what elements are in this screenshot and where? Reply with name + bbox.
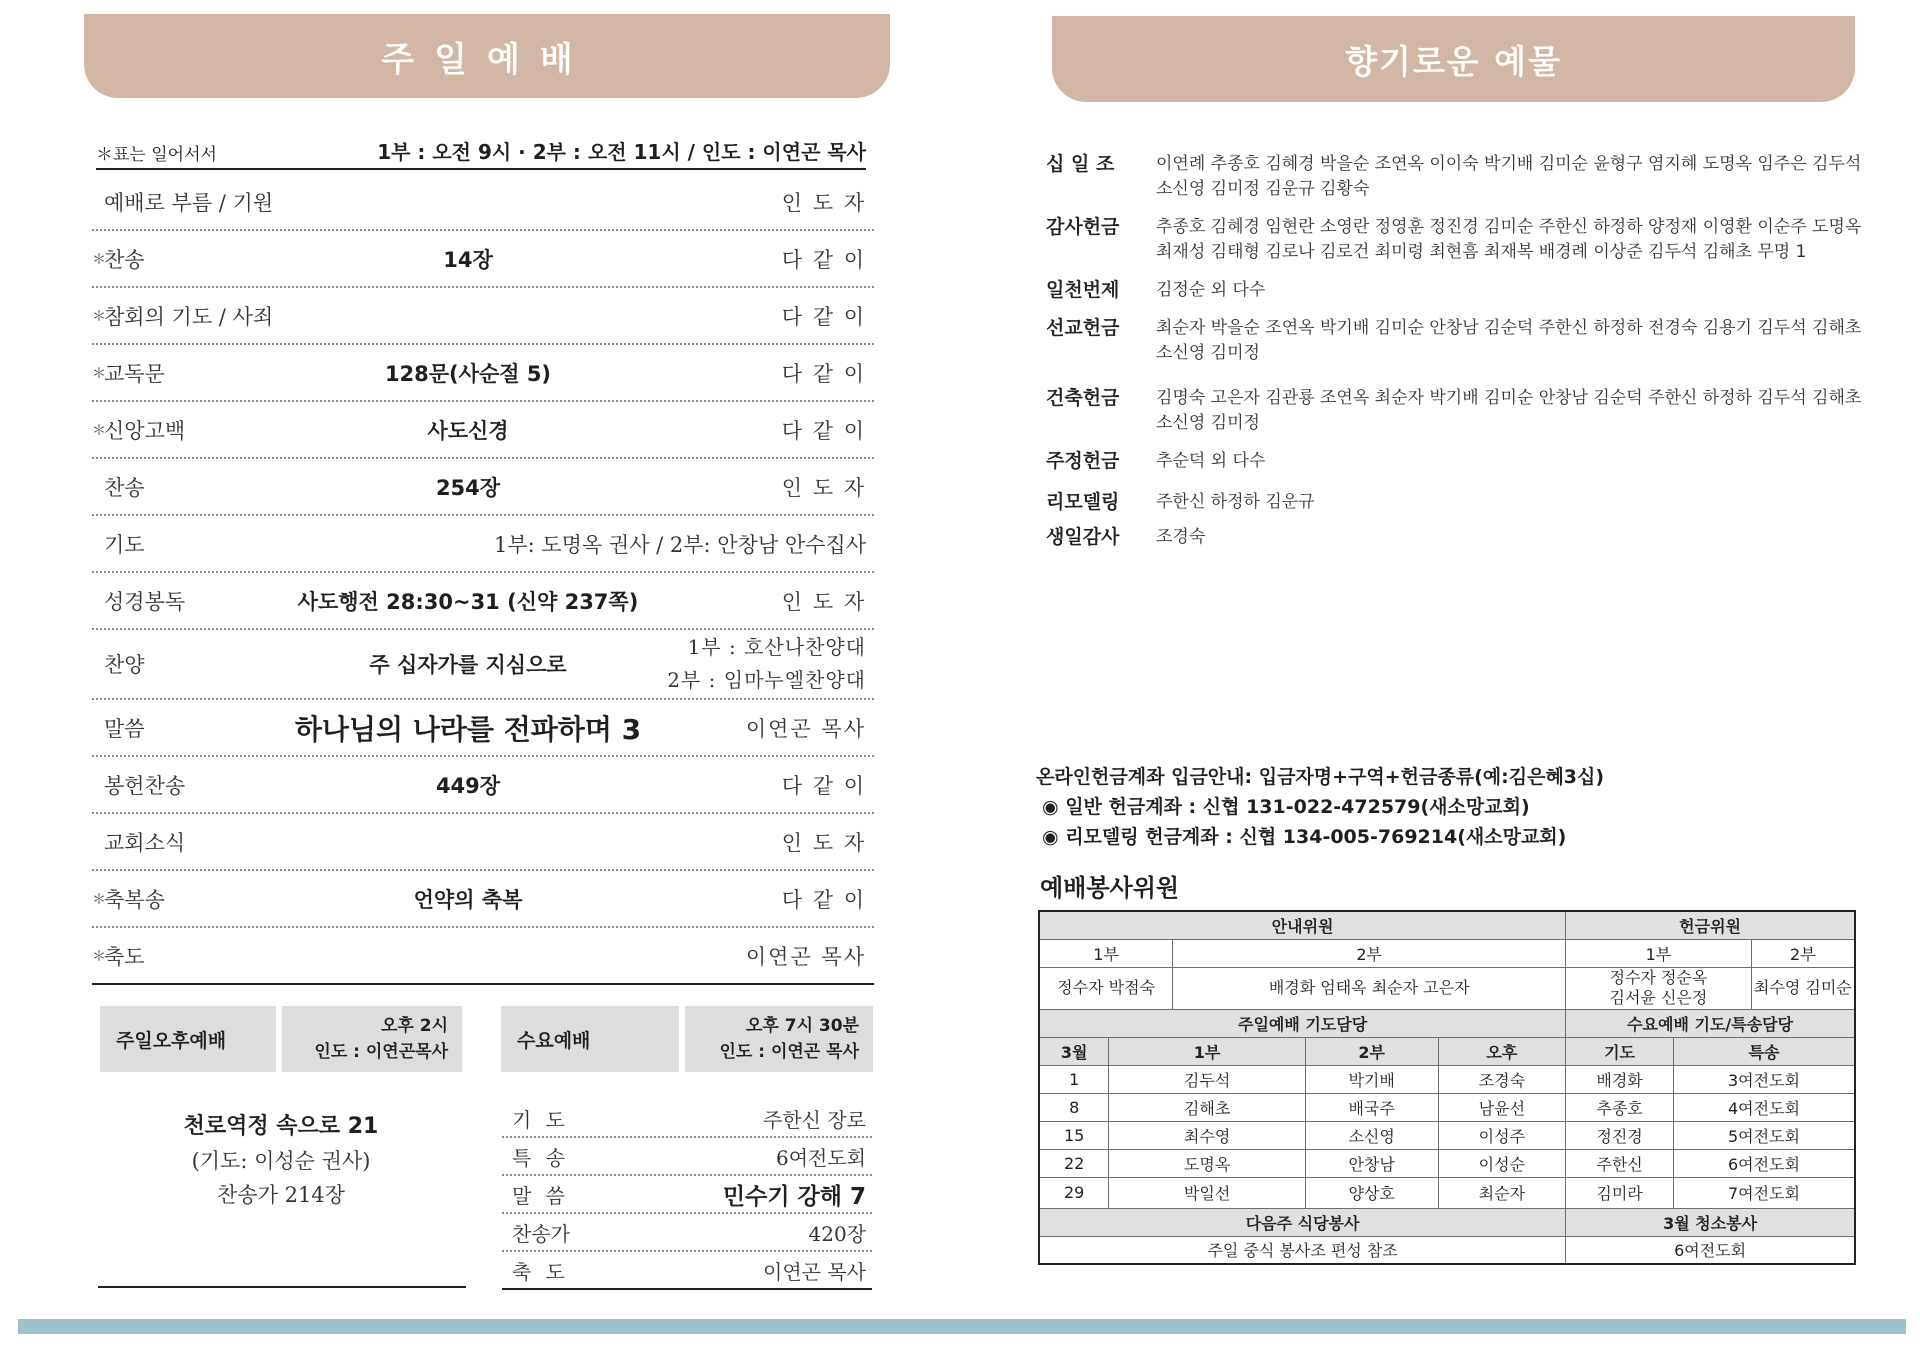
offering-row-thousand: [1046, 278, 1866, 303]
order-item-prayer: [92, 516, 874, 573]
order-content: 254장: [435, 475, 501, 500]
order-leader: 인 도 자: [781, 190, 866, 215]
order-leader: 다 같 이: [781, 773, 866, 798]
cleaning-service-header: 3월 청소봉사: [1566, 1208, 1855, 1236]
usher-part2-label: 2부: [1173, 939, 1566, 967]
general-account: ◉ 일반 헌금계좌 : 신협 131-022-472579(새소망교회): [1042, 796, 1530, 818]
order-name: 축복송: [104, 887, 165, 912]
offering-row-building: [1046, 386, 1866, 436]
wednesday-label: 말 씀: [512, 1183, 569, 1208]
order-name: 말씀: [104, 716, 145, 741]
wednesday-value: 6여전도회: [775, 1145, 866, 1170]
offering-row-tithe: [1046, 152, 1866, 202]
order-leader: 다 같 이: [781, 418, 866, 443]
order-item-confession: ＊ 참회의 기도 / 사죄 다 같 이: [92, 288, 874, 345]
duty-table: [1038, 910, 1856, 1265]
order-name: 참회의 기도 / 사죄: [104, 304, 274, 329]
service-info-line: [96, 140, 866, 170]
offering-row-remodel: [1046, 490, 1866, 515]
afternoon-prayer: (기도: 이성순 권사): [191, 1149, 371, 1173]
wednesday-row: [502, 1100, 872, 1138]
offering-names: 추종호 김혜경 임현란 소영란 정영훈 정진경 김미순 주한신 하정하 양정재 이영환 이순주 도명옥 최재성 김태형 김로나 김로건 최미령 최현흠 최재복 배경례 이상준 김두석 김해초 무명 1: [1156, 217, 1862, 262]
order-item-scripture: [92, 573, 874, 630]
order-leader: 인 도 자: [781, 589, 866, 614]
duty-title: 예배봉사위원: [1040, 874, 1180, 902]
standing-note: ＊표는 일어서서: [96, 145, 217, 165]
offering-row-thanks: [1046, 215, 1866, 265]
order-item-hymn: ＊ 찬송 14장 다 같 이: [92, 231, 874, 288]
wednesday-leader: 인도 : 이연곤 목사: [719, 1042, 859, 1062]
offering-part2-label: 2부: [1751, 939, 1855, 967]
choir-1: 1부 : 호산나찬양대: [687, 635, 866, 659]
wednesday-label: 축 도: [512, 1259, 569, 1284]
offering-label: 리모델링: [1046, 491, 1120, 513]
offering-row-weekly: [1046, 449, 1866, 474]
order-name: 성경봉독: [104, 589, 186, 614]
order-name: 찬송: [104, 475, 145, 500]
remodel-account: ◉ 리모델링 헌금계좌 : 신협 134-005-769214(새소망교회): [1042, 826, 1567, 848]
wednesday-row: [502, 1176, 872, 1214]
order-name: 예배로 부름 / 기원: [104, 190, 274, 215]
offering-names: 조경숙: [1156, 527, 1206, 547]
sunday-service-header: 주일예배: [84, 14, 890, 98]
offering-names: 최순자 박을순 조연옥 박기배 김미순 안창남 김순덕 주한신 하정하 전경숙 김용기 김두석 김해초 소신영 김미정: [1156, 318, 1862, 363]
wednesday-sermon: 민수기 강해 7: [722, 1183, 866, 1210]
col-part2: 2부: [1305, 1037, 1438, 1065]
order-item-responsive-reading: ＊ 교독문 128문(사순절 5) 다 같 이: [92, 345, 874, 402]
afternoon-leader: 인도 : 이연곤목사: [314, 1042, 448, 1062]
offering-label: 선교헌금: [1046, 317, 1120, 339]
order-name: 교회소식: [104, 830, 186, 855]
offering-part2: 최수영 김미순: [1751, 967, 1855, 1009]
wednesday-duty-header: 수요예배 기도/특송담당: [1566, 1009, 1855, 1037]
offering-label: 주정헌금: [1046, 450, 1120, 472]
duty-row: 29 박일선 양상호 최순자 김미라 7여전도회: [1039, 1177, 1855, 1208]
order-name: 신앙고백: [104, 418, 186, 443]
wednesday-label: 찬송가: [512, 1221, 570, 1246]
col-prayer: 기도: [1566, 1037, 1674, 1065]
meal-service: 주일 중식 봉사조 편성 참조: [1039, 1236, 1566, 1264]
col-special: 특송: [1673, 1037, 1855, 1065]
order-name: 기도: [104, 532, 145, 557]
order-content: 사도행전 28:30~31 (신약 237쪽): [297, 589, 639, 614]
order-name: 교독문: [104, 361, 165, 386]
col-afternoon: 오후: [1438, 1037, 1566, 1065]
order-name: 봉헌찬송: [104, 773, 186, 798]
wednesday-time: 오후 7시 30분: [745, 1016, 859, 1036]
order-leader: 다 같 이: [781, 887, 866, 912]
cleaning-service: 6여전도회: [1566, 1236, 1855, 1264]
offering-names: 주한신 하정하 김운규: [1156, 492, 1315, 512]
offering-label: 생일감사: [1046, 526, 1120, 548]
usher-part1-label: 1부: [1039, 939, 1173, 967]
offering-names: 이연례 추종호 김혜경 박을순 조연옥 이이숙 박기배 김미순 윤형구 염지혜 도명옥 임주은 김두석 소신영 김미정 김운규 김황숙: [1156, 154, 1862, 199]
order-leader: 인 도 자: [781, 475, 866, 500]
offering-row-birthday: [1046, 525, 1866, 550]
usher-header: 안내위원: [1039, 911, 1566, 939]
order-leader: 다 같 이: [781, 304, 866, 329]
afternoon-service-details: [100, 1110, 462, 1212]
usher-part1: 정수자 박점숙: [1039, 967, 1173, 1009]
order-leader: 다 같 이: [781, 247, 866, 272]
duty-row: 15 최수영 소신영 이성주 정진경 5여전도회: [1039, 1121, 1855, 1149]
choir-2: 2부 : 임마누엘찬양대: [667, 668, 866, 692]
order-item-anthem: [92, 630, 874, 700]
sermon-title: 하나님의 나라를 전파하며 3: [294, 712, 642, 746]
offering-row-mission: [1046, 316, 1866, 366]
order-name: 찬송: [104, 247, 145, 272]
order-content: 14장: [443, 247, 493, 272]
afternoon-service-box: [100, 1006, 462, 1072]
wednesday-value: 주한신 장로: [763, 1107, 866, 1132]
offering-part1: 정수자 정순옥 김서윤 신은정: [1566, 967, 1752, 1009]
order-content: 449장: [435, 773, 501, 798]
offering-part1-label: 1부: [1566, 939, 1752, 967]
order-leader: 이연곤 목사: [745, 716, 866, 741]
offering-committee-header: 헌금위원: [1566, 911, 1855, 939]
offering-label: 일천번제: [1046, 279, 1120, 301]
offerings-header: 향기로운 예물: [1052, 16, 1855, 102]
order-content: 언약의 축복: [413, 887, 523, 912]
order-content: 128문(사순절 5): [384, 361, 552, 386]
order-item-news: [92, 814, 874, 871]
online-offering-info: [1036, 762, 1856, 852]
order-item-call: [92, 174, 874, 231]
offering-label: 감사헌금: [1046, 216, 1120, 238]
offering-label: 십 일 조: [1046, 153, 1115, 175]
order-leader: [644, 631, 874, 697]
order-item-creed: ＊ 신앙고백 사도신경 다 같 이: [92, 402, 874, 459]
order-item-blessing-song: ＊ 축복송 언약의 축복 다 같 이: [92, 871, 874, 928]
bottom-bar: [18, 1319, 1906, 1334]
wednesday-value: 이연곤 목사: [763, 1259, 866, 1284]
account-intro: 온라인헌금계좌 입금안내: 입금자명+구역+헌금종류(예:김은혜3십): [1036, 766, 1605, 788]
order-item-hymn-2: [92, 459, 874, 516]
order-item-benediction: ＊ 축도 이연곤 목사: [92, 928, 874, 985]
order-leader: 다 같 이: [781, 361, 866, 386]
divider: [98, 1286, 466, 1288]
offering-names: 추순덕 외 다수: [1156, 451, 1266, 471]
col-month: 3월: [1039, 1037, 1109, 1065]
usher-part2: 배경화 엄태옥 최순자 고은자: [1173, 967, 1566, 1009]
wednesday-row: [502, 1252, 872, 1290]
duty-row: 1 김두석 박기배 조경숙 배경화 3여전도회: [1039, 1065, 1855, 1093]
wednesday-label: 기 도: [512, 1107, 569, 1132]
offering-names: 김정순 외 다수: [1156, 280, 1266, 300]
order-of-worship: [92, 174, 874, 985]
sunday-prayer-header: 주일예배 기도담당: [1039, 1009, 1566, 1037]
service-times: 1부 : 오전 9시 · 2부 : 오전 11시 / 인도 : 이연곤 목사: [377, 140, 866, 164]
wednesday-row: [502, 1138, 872, 1176]
order-content: 주 십자가를 지심으로: [369, 653, 567, 677]
order-item-sermon: [92, 700, 874, 757]
afternoon-time: 오후 2시: [380, 1016, 448, 1036]
offering-label: 건축헌금: [1046, 387, 1120, 409]
order-item-offertory: [92, 757, 874, 814]
wednesday-value: 420장: [808, 1221, 866, 1246]
duty-row: 22 도명옥 안창남 이성순 주한신 6여전도회: [1039, 1149, 1855, 1177]
afternoon-hymn: 찬송가 214장: [217, 1183, 345, 1207]
wednesday-row: [502, 1214, 872, 1252]
offering-names: 김명숙 고은자 김관룡 조연옥 최순자 박기배 김미순 안창남 김순덕 주한신 하정하 김두석 김해초 소신영 김미정: [1156, 388, 1862, 433]
meal-service-header: 다음주 식당봉사: [1039, 1208, 1566, 1236]
afternoon-service-title: 주일오후예배: [116, 1029, 227, 1052]
order-leader: 인 도 자: [781, 830, 866, 855]
afternoon-sermon: 천로역정 속으로 21: [183, 1114, 379, 1139]
wednesday-label: 특 송: [512, 1145, 569, 1170]
order-leader: 이연곤 목사: [745, 944, 866, 969]
order-leader: 1부: 도명옥 권사 / 2부: 안창남 안수집사: [493, 532, 866, 557]
order-content: 사도신경: [427, 418, 509, 443]
order-name: 찬양: [104, 653, 145, 677]
duty-row: 8 김해초 배국주 남윤선 추종호 4여전도회: [1039, 1093, 1855, 1121]
col-part1: 1부: [1109, 1037, 1305, 1065]
wednesday-service-box: [501, 1006, 873, 1072]
wednesday-service-title: 수요예배: [517, 1029, 591, 1052]
offerings-list: [1046, 152, 1866, 563]
order-name: 축도: [104, 944, 145, 969]
wednesday-order: [502, 1100, 872, 1290]
